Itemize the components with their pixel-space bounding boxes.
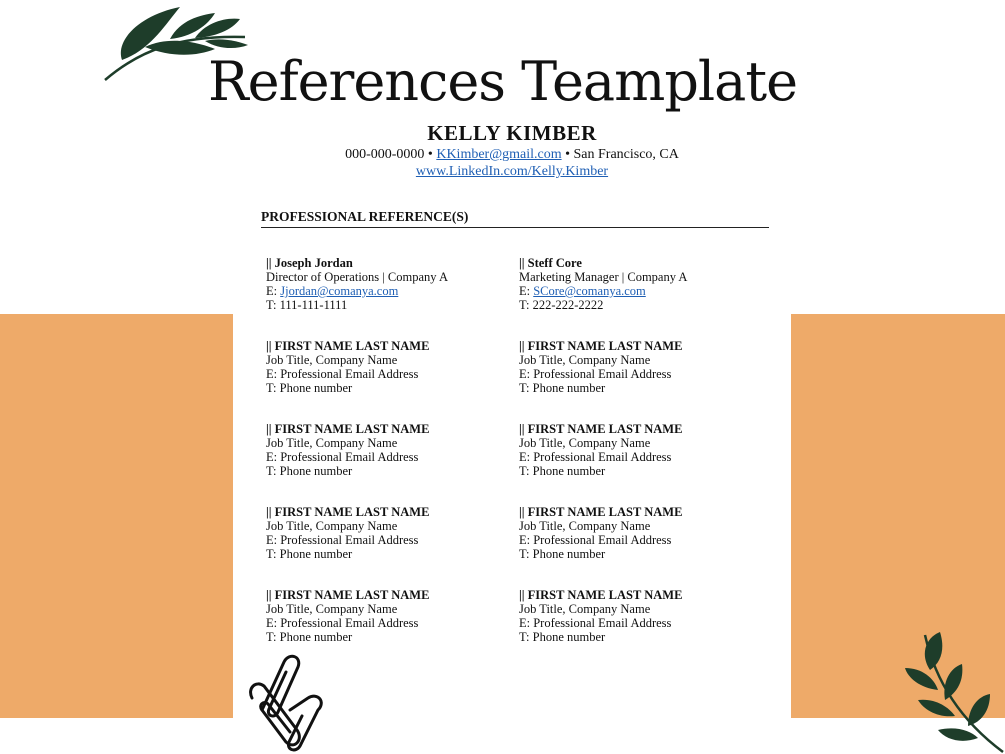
reference-name: || Joseph Jordan [266,256,353,270]
reference-email: Professional Email Address [280,450,419,464]
document-sheet [233,113,791,718]
reference-name: || FIRST NAME LAST NAME [266,588,430,602]
reference-email-line: E: Professional Email Address [266,367,419,381]
reference-email-line: E: Professional Email Address [266,616,419,630]
reference-email-line: E: SCore@comanya.com [519,284,646,298]
reference-title: Job Title, Company Name [266,353,398,367]
reference-email: Professional Email Address [533,367,672,381]
reference-email-line: E: Professional Email Address [519,367,672,381]
reference-phone: T: Phone number [266,381,353,395]
reference-phone: T: Phone number [266,630,353,644]
reference-title: Director of Operations | Company A [266,270,448,284]
reference-title: Job Title, Company Name [519,519,651,533]
reference-entry [266,256,516,312]
reference-email-line: E: Professional Email Address [519,450,672,464]
reference-phone: T: Phone number [266,547,353,561]
reference-entry [266,588,516,644]
reference-email: Professional Email Address [280,367,419,381]
reference-name: || FIRST NAME LAST NAME [519,588,683,602]
reference-email: Professional Email Address [533,533,672,547]
reference-email-line: E: Professional Email Address [519,616,672,630]
reference-phone: T: 222-222-2222 [519,298,604,312]
reference-email-link[interactable]: Jjordan@comanya.com [280,284,399,298]
reference-phone: T: Phone number [519,547,606,561]
reference-title: Job Title, Company Name [519,353,651,367]
reference-email-line: E: Professional Email Address [266,450,419,464]
reference-title: Job Title, Company Name [266,519,398,533]
reference-name: || FIRST NAME LAST NAME [266,339,430,353]
reference-phone: T: 111-111-1111 [266,298,348,312]
reference-phone: T: Phone number [519,630,606,644]
reference-title: Job Title, Company Name [519,436,651,450]
reference-title: Marketing Manager | Company A [519,270,688,284]
reference-name: || FIRST NAME LAST NAME [519,422,683,436]
reference-title: Job Title, Company Name [519,602,651,616]
reference-name: || FIRST NAME LAST NAME [519,505,683,519]
leaf-branch-icon [900,630,1005,754]
reference-email-link[interactable]: SCore@comanya.com [533,284,646,298]
email-link[interactable]: KKimber@gmail.com [436,147,562,162]
reference-email: Professional Email Address [280,533,419,547]
reference-email: Professional Email Address [280,616,419,630]
reference-title: Job Title, Company Name [266,436,398,450]
person-name: KELLY KIMBER [427,121,597,145]
contact-line [233,147,791,163]
paperclip-icon [242,650,332,754]
resume-header [233,121,791,180]
reference-entry [519,588,769,644]
reference-email-line: E: Professional Email Address [266,533,419,547]
city-text: San Francisco, CA [573,147,679,162]
separator: • [424,147,437,162]
reference-phone: T: Phone number [519,464,606,478]
page-title: References Teamplate [207,50,798,113]
reference-entry [519,505,769,561]
reference-phone: T: Phone number [519,381,606,395]
reference-email-line: E: Professional Email Address [519,533,672,547]
reference-email-line: E: Jjordan@comanya.com [266,284,399,298]
reference-entry [519,422,769,478]
reference-entry [519,256,769,312]
reference-entry [519,339,769,395]
reference-entry [266,339,516,395]
reference-entry [266,422,516,478]
reference-entry [266,505,516,561]
reference-name: || FIRST NAME LAST NAME [266,422,430,436]
linkedin-line [233,164,791,180]
section-heading: PROFESSIONAL REFERENCE(S) [261,209,769,228]
reference-email: Professional Email Address [533,616,672,630]
separator: • [561,147,574,162]
reference-email: Professional Email Address [533,450,672,464]
reference-title: Job Title, Company Name [266,602,398,616]
linkedin-link[interactable]: www.LinkedIn.com/Kelly.Kimber [415,164,609,179]
reference-name: || FIRST NAME LAST NAME [519,339,683,353]
reference-name: || FIRST NAME LAST NAME [266,505,430,519]
reference-name: || Steff Core [519,256,582,270]
phone-text: 000-000-0000 [345,147,425,162]
reference-phone: T: Phone number [266,464,353,478]
